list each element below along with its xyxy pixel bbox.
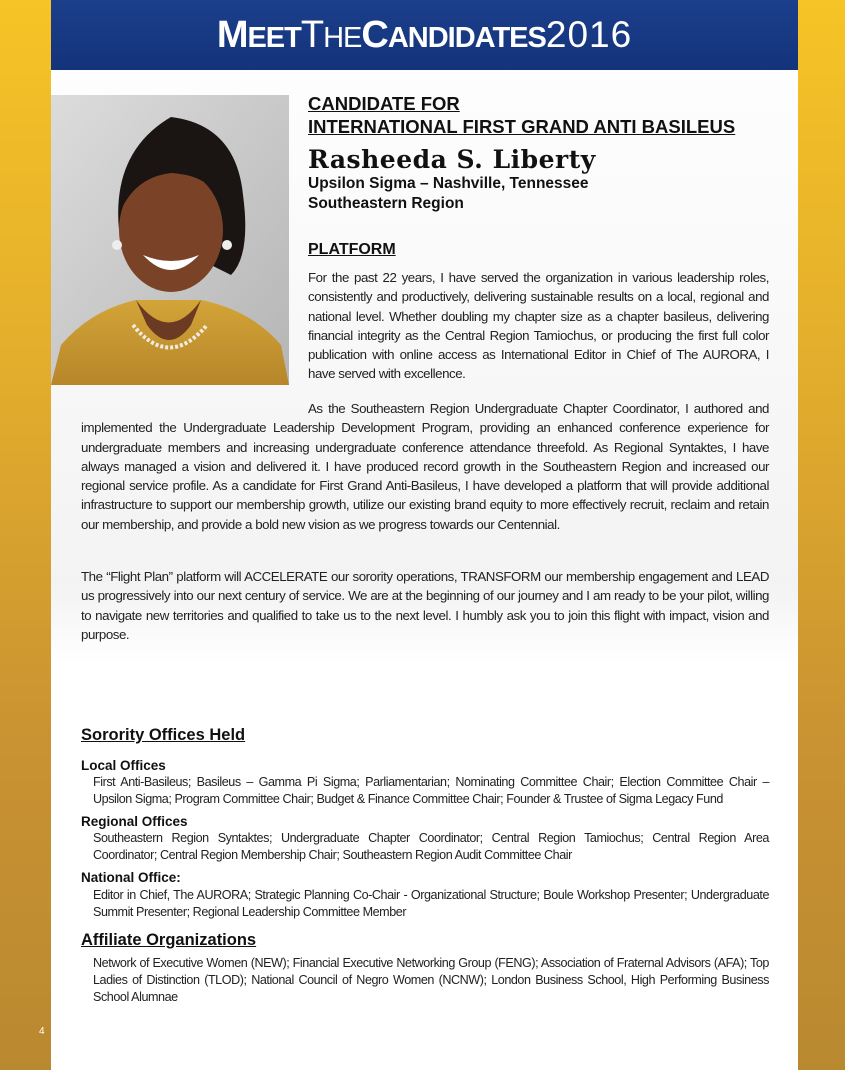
platform-heading: PLATFORM [308, 241, 396, 258]
page-sheet [51, 0, 798, 1070]
regional-offices-heading: Regional Offices [81, 814, 188, 829]
banner-year: 2016 [545, 14, 633, 55]
national-office-list: Editor in Chief, The AURORA; Strategic Planning Co-Chair - Organizational Structure; Boule Workshop Presenter; Undergraduate Summit Presenter; Regional Leadership Committee Member [93, 888, 769, 919]
banner-word-meet: MEET [216, 14, 301, 56]
banner-word-the: THE [300, 14, 362, 56]
platform-paragraph-1: For the past 22 years, I have served the organization in various leadership roles, consistently and productively, delivering sustainable results on a local, regional and national level. Whether doubling my chapter size as a chapter basileus, delivering financial integrity as the Central Region Tamiochus, or producing the first full color publication with online access as International Editor in Chief of The AURORA, I have served with excellence. [308, 270, 769, 382]
candidate-name: Rasheeda S. Liberty [308, 145, 596, 174]
candidate-role-line1: CANDIDATE FOR [308, 93, 460, 114]
page-number: 4 [39, 1026, 45, 1037]
local-offices-list: First Anti-Basileus; Basileus – Gamma Pi Sigma; Parliamentarian; Nominating Committee Chair; Election Committee Chair – Upsilon Sigma; Program Committee Chair; Budget & Finance Committee Chair; Founder & Trustee of Sigma Legacy Fund [93, 775, 769, 806]
candidate-chapter: Upsilon Sigma – Nashville, Tennessee [308, 175, 589, 192]
local-offices-heading: Local Offices [81, 758, 166, 773]
candidate-region: Southeastern Region [308, 195, 464, 212]
national-office-heading: National Office: [81, 870, 181, 885]
title-banner [51, 0, 798, 70]
candidate-role-line2: INTERNATIONAL FIRST GRAND ANTI BASILEUS [308, 116, 736, 137]
platform-paragraph-2: As the Southeastern Region Undergraduate Chapter Coordinator, I authored and implemented the Undergraduate Leadership Development Program, providing an enhanced conference experience for undergraduate members and increasing undergraduate conference attendance threefold. As Regional Syntaktes, I have always managed a vision and delivered it. I have produced record growth in the Southeastern Region and increased our regional service profile. As a candidate for First Grand Anti-Basileus, I have developed a platform that will provide additional infrastructure to support our membership growth, utilize our existing brand equity to more effectively recruit, reclaim and retain our membership, and provide a bold new vision as we progress towards our Centennial. [81, 401, 769, 532]
offices-heading: Sorority Offices Held [81, 726, 246, 744]
candidate-photo [51, 95, 289, 385]
banner-word-candidates: CANDIDATES [361, 14, 546, 56]
regional-offices-list: Southeastern Region Syntaktes; Undergraduate Chapter Coordinator; Central Region Tamiochus; Central Region Area Coordinator; Central Region Membership Chair; Southeastern Region Audit Committee Chair [93, 831, 769, 862]
platform-paragraph-3: The “Flight Plan” platform will ACCELERATE our sorority operations, TRANSFORM our membership engagement and LEAD us progressively into our next century of service. We are at the beginning of our journey and I am ready to be your pilot, willing to navigate new territories and qualified to take us to the next level. I humbly ask you to join this flight with impact, vision and purpose. [81, 569, 769, 642]
affiliates-heading: Affiliate Organizations [81, 931, 257, 949]
affiliates-list: Network of Executive Women (NEW); Financial Executive Networking Group (FENG); Association of Fraternal Advisors (AFA); Top Ladies of Distinction (TLOD); National Council of Negro Women (NCNW); London Business School, High Performing Business School Alumnae [93, 956, 769, 1004]
